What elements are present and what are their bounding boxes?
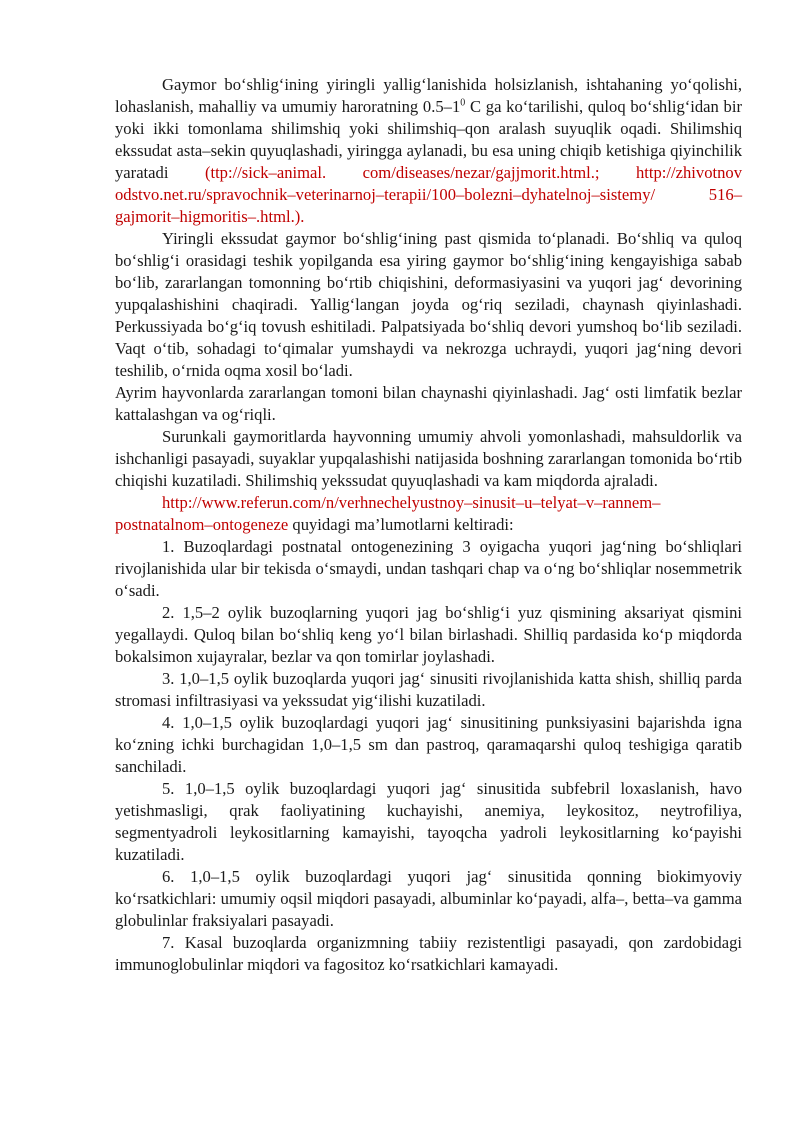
list-item-1: 1. Buzoqlardagi postnatal ontogenezining 3 oyigacha yuqori jag‘ning bo‘shliqlari rivojlanishida ular bir tekisda o‘smaydi, undan tashqari chap va o‘ng bo‘shliqlar nosemmetrik o‘sadi. xyxy=(115,537,742,600)
list-item-4: 4. 1,0–1,5 oylik buzoqlardagi yuqori jag‘ sinusitining punksiyasini bajarishda igna ko‘zning ichki burchagidan 1,0–1,5 sm dan pastroq, qaramaqarshi quloq teshigiga qaratib sanchiladi. xyxy=(115,713,742,776)
degree-superscript: 0 xyxy=(460,97,466,109)
paragraph-1-text-a: Gaymor bo‘shlig‘ining yiringli yallig‘lanishida holsizlanish, ishtahaning yo‘qolishi, lohaslanish, mahalliy va umumiy haroratning 0.5–1 xyxy=(115,75,742,116)
paragraph-1 xyxy=(115,74,742,228)
paragraph-5-text: quyidagi ma’lumotlarni keltiradi: xyxy=(288,515,514,534)
paragraph-2: Yiringli ekssudat gaymor bo‘shlig‘ining past qismida to‘planadi. Bo‘shliq va quloq bo‘shlig‘i orasidagi teshik yopilganda esa yiring gaymor bo‘shlig‘ining kengayishiga sabab bo‘lib, zararlangan tomonning bo‘rtib chiqishini, deformasiyasini va yuqori jag‘ devorining yupqalashishini chaqiradi. Yallig‘langan joyda og‘riq seziladi, chaynash qiyinlashadi. Perkussiyada bo‘g‘iq tovush eshitiladi. Palpatsiyada bo‘shliq devori yumshoq bo‘lib seziladi. Vaqt o‘tib, sohadagi to‘qimalar yumshaydi va nekrozga uchraydi, yuqori jag‘ning devori teshilib, o‘rnida oqma xosil bo‘ladi. xyxy=(115,229,742,380)
list-item-3: 3. 1,0–1,5 oylik buzoqlarda yuqori jag‘ sinusiti rivojlanishida katta shish, shilliq parda stromasi infiltrasiyasi va yekssudat yig‘ilishi kuzatiladi. xyxy=(115,669,742,710)
paragraph-5 xyxy=(115,492,742,536)
document-page xyxy=(115,74,742,976)
list-item-6: 6. 1,0–1,5 oylik buzoqlardagi yuqori jag‘ sinusitida qonning biokimyoviy ko‘rsatkichlari: umumiy oqsil miqdori pasayadi, albuminlar ko‘payadi, alfa–, betta–va gamma globulinlar fraksiyalari pasayadi. xyxy=(115,867,742,930)
paragraph-1-text-b: C ga ko‘tarilishi, quloq bo‘shlig‘idan bir yoki ikki tomonlama shilimshiq yoki shilimshiq–qon aralash suyuqlik oqadi. Shilimshiq ekssudat asta–sekin quyuqlashadi, yiringga aylanadi, bu esa uning chiqib ketishiga qiyinchilik yaratadi xyxy=(115,97,742,182)
paragraph-3: Ayrim hayvonlarda zararlangan tomoni bilan chaynashi qiyinlashadi. Jag‘ osti limfatik bezlar kattalashgan va og‘riqli. xyxy=(115,383,742,424)
reference-link-1[interactable]: (ttp://sick–animal. com/diseases/nezar/gajjmorit.html.; http://zhivotnov odstvo.net.ru/spravochnik–veterinarnoj–terapii/100–bolezni–dyhatelnoj–sistemy/ 516–gajmorit–higmoritis–.html.). xyxy=(115,163,742,226)
paragraph-4: Surunkali gaymoritlarda hayvonning umumiy ahvoli yomonlashadi, mahsuldorlik va ishchanligi pasayadi, suyaklar yupqalashishi natijasida boshning zararlangan tomonida bo‘rtib chiqishi kuzatiladi. Shilimshiq yekssudat quyuqlashadi va kam miqdorda ajraladi. xyxy=(115,427,742,490)
reference-link-2[interactable]: http://www.referun.com/n/verhnechelyustnoy–sinusit–u–telyat–v–rannem–postnatalnom–ontogeneze xyxy=(115,493,661,534)
list-item-7: 7. Kasal buzoqlarda organizmning tabiiy rezistentligi pasayadi, qon zardobidagi immunoglobulinlar miqdori va fagositoz ko‘rsatkichlari kamayadi. xyxy=(115,933,742,974)
list-item-5: 5. 1,0–1,5 oylik buzoqlardagi yuqori jag‘ sinusitida subfebril loxaslanish, havo yetishmasligi, qrak faoliyatining kuchayishi, anemiya, leykositoz, neytrofiliya, segmentyadroli leykositlarning kamayishi, tayoqcha yadroli leykositlarning ko‘payishi kuzatiladi. xyxy=(115,779,742,864)
list-item-2: 2. 1,5–2 oylik buzoqlarning yuqori jag bo‘shlig‘i yuz qismining aksariyat qismini yegallaydi. Quloq bilan bo‘shliq keng yo‘l bilan birlashadi. Shilliq pardasida ko‘p miqdorda bokalsimon xujayralar, bezlar va qon tomirlar joylashadi. xyxy=(115,603,742,666)
